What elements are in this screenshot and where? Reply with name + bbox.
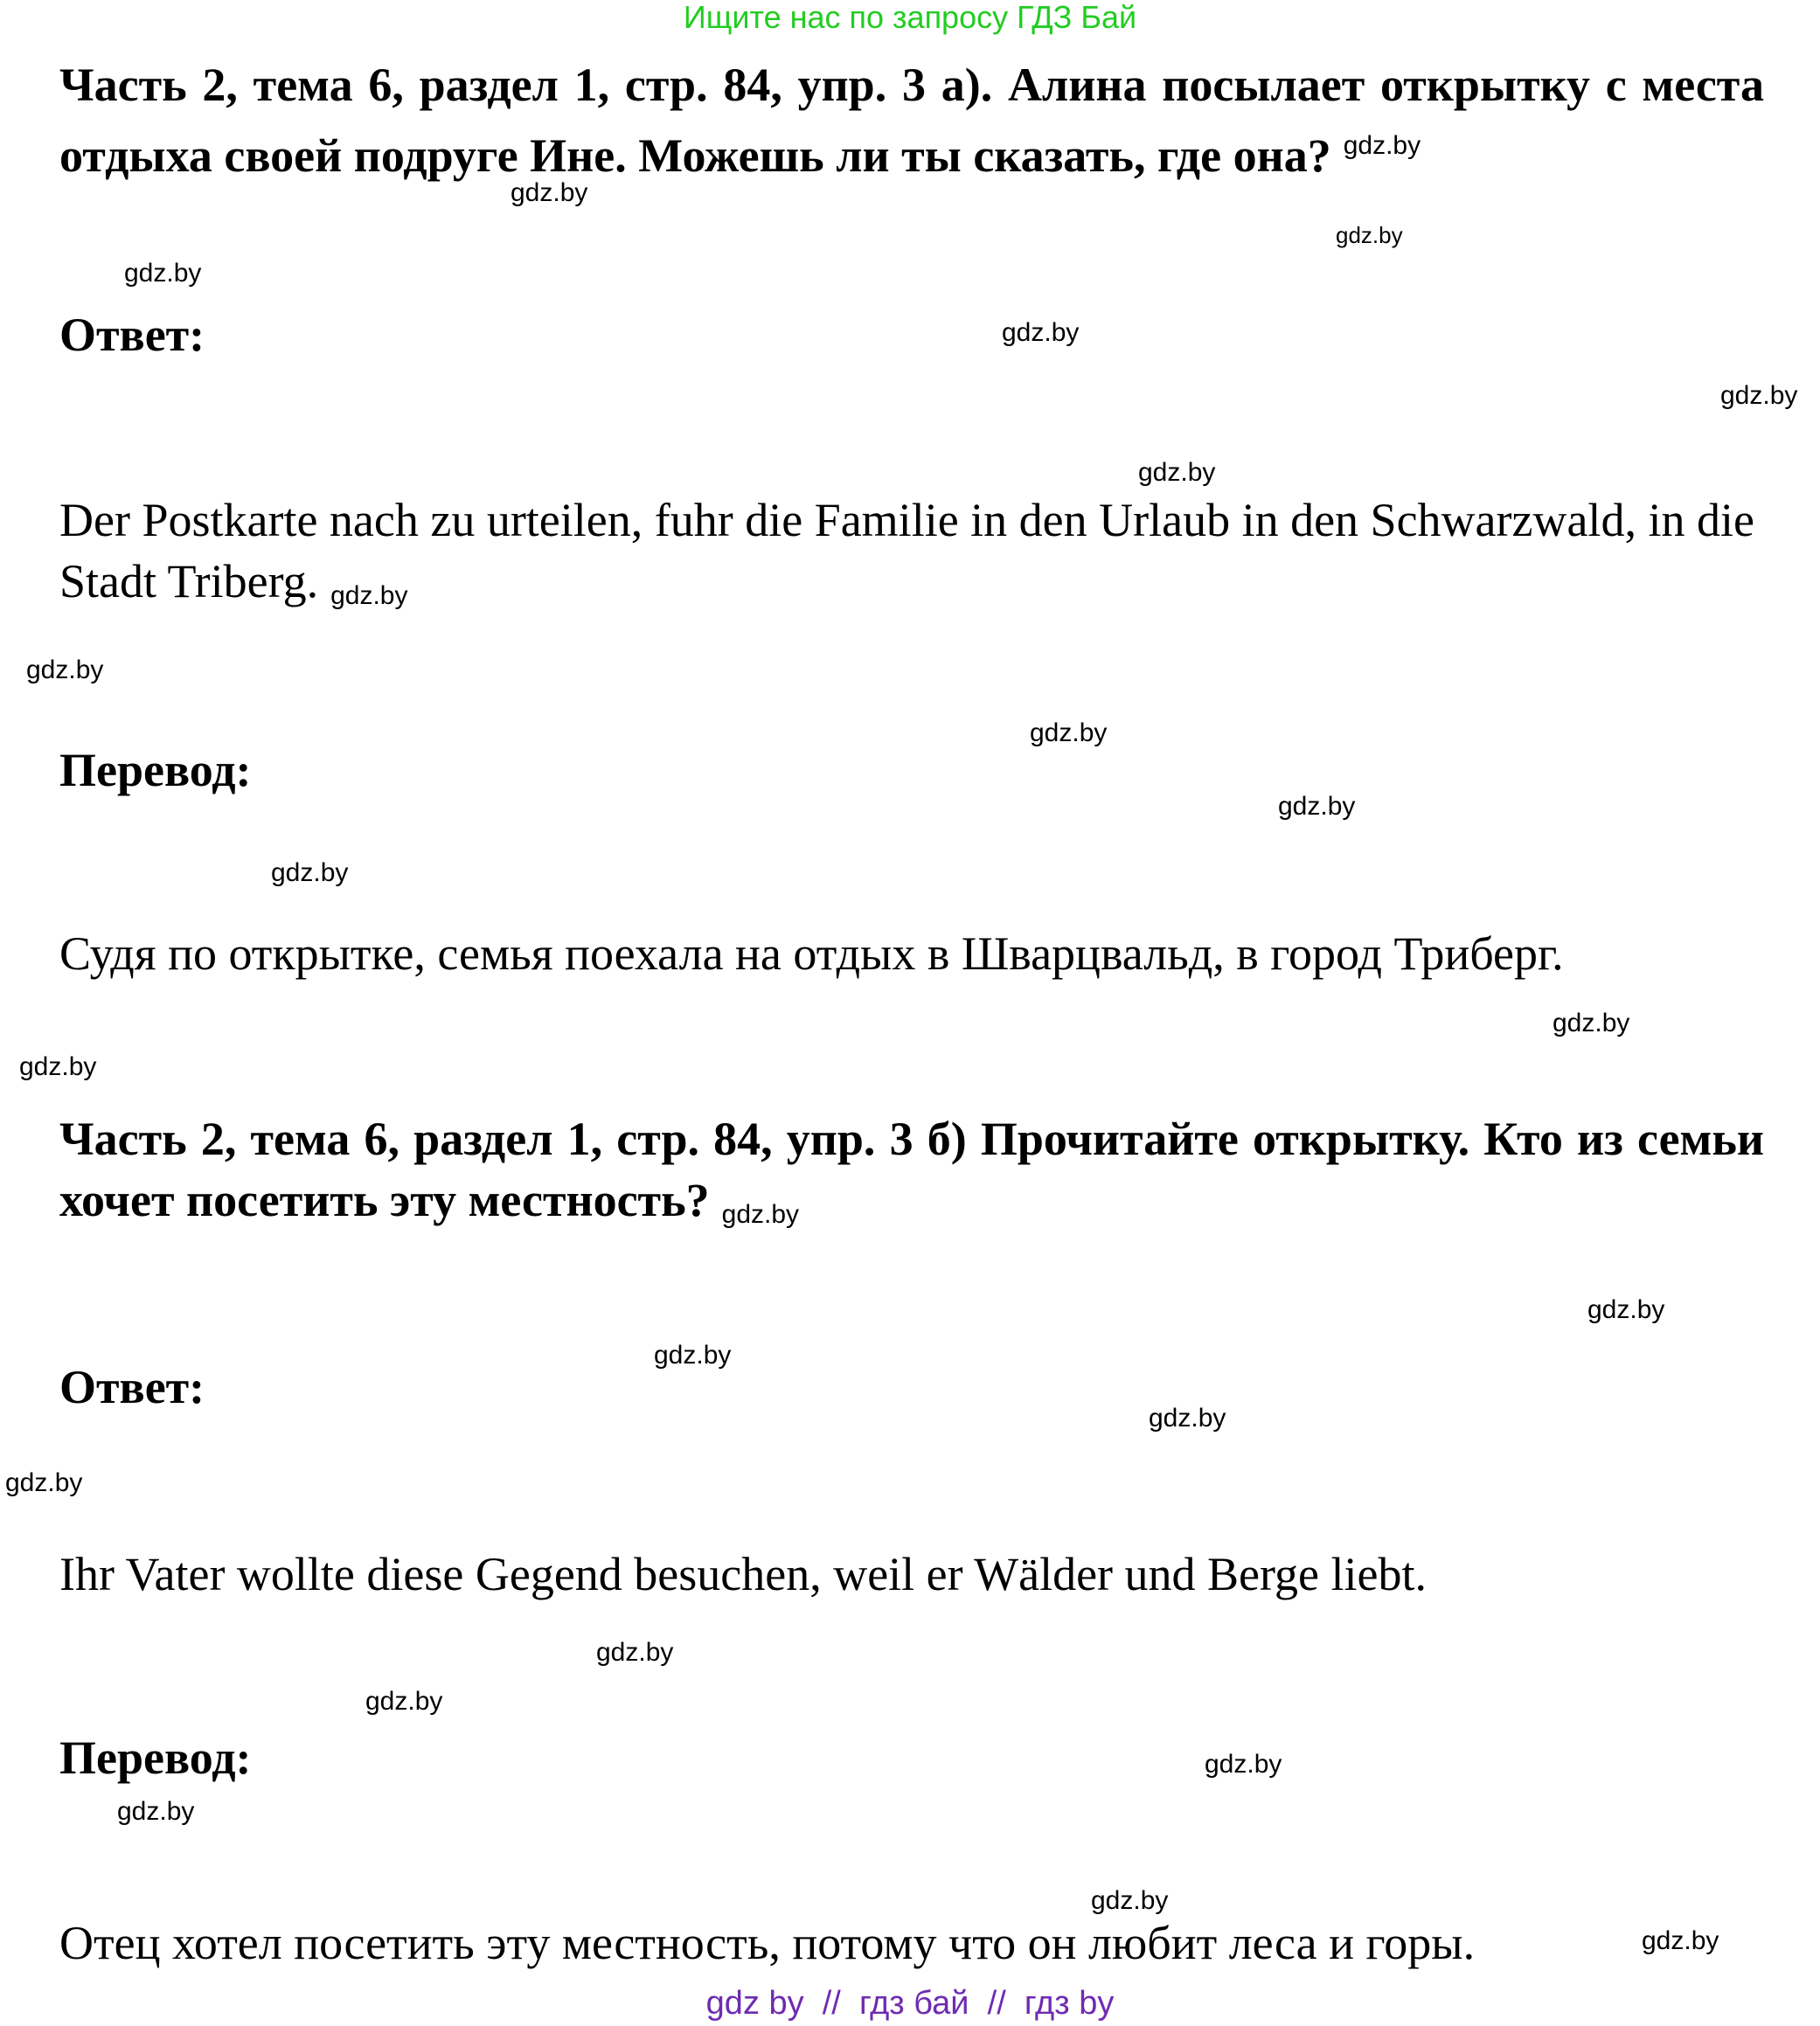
watermark: gdz.by	[1002, 318, 1080, 347]
task-b-answer-text: Ihr Vater wollte diese Gegend besuchen, weil er Wälder und Berge liebt.	[59, 1548, 1427, 1600]
watermark: gdz.by	[19, 1052, 97, 1081]
watermark: gdz.by	[1030, 718, 1108, 747]
watermark: gdz.by	[1336, 222, 1403, 248]
watermark: gdz.by	[1720, 381, 1798, 410]
task-a-translation-label: Перевод:	[59, 744, 252, 796]
watermark: gdz.by	[721, 1200, 800, 1229]
top-banner[interactable]: Ищите нас по запросу ГДЗ Бай	[683, 0, 1137, 35]
task-a-heading-text: Часть 2, тема 6, раздел 1, стр. 84, упр. 3 а). Алина посылает открытку с места отдыха своей подруге Ине. Можешь ли ты сказать, где она?	[59, 59, 1764, 182]
watermark: gdz.by	[1642, 1926, 1719, 1955]
task-a-translation-text: Судя по открытке, семья поехала на отдых в Шварцвальд, в город Триберг.	[59, 927, 1564, 980]
watermark: gdz.by	[330, 581, 408, 610]
watermark: gdz.by	[1138, 458, 1216, 487]
task-b-heading-text: Часть 2, тема 6, раздел 1, стр. 84, упр. 3 б) Прочитайте открытку. Кто из семьи хочет посетить эту местность?	[59, 1113, 1764, 1226]
task-b-translation-text: Отец хотел посетить эту местность, потому что он любит леса и горы.	[59, 1917, 1476, 1969]
watermark: gdz.by	[1149, 1404, 1226, 1433]
watermark: gdz.by	[26, 656, 104, 684]
watermark: gdz.by	[124, 259, 202, 288]
watermark: gdz.by	[5, 1468, 83, 1497]
watermark: gdz.by	[1343, 131, 1421, 160]
task-a-answer-text	[59, 489, 1790, 627]
watermark: gdz.by	[117, 1797, 195, 1826]
watermark: gdz.by	[511, 178, 588, 207]
watermark: gdz.by	[1278, 792, 1356, 821]
watermark: gdz.by	[1553, 1009, 1630, 1037]
bottom-banner[interactable]: gdz by // гдз бай // гдз by	[705, 1985, 1115, 2022]
task-b-translation-label: Перевод:	[59, 1731, 252, 1784]
task-b-heading	[59, 1108, 1764, 1245]
watermark: gdz.by	[654, 1341, 732, 1370]
watermark: gdz.by	[596, 1638, 674, 1667]
watermark: gdz.by	[1205, 1750, 1282, 1779]
task-a-heading	[59, 54, 1764, 186]
task-a-answer-label: Ответ:	[59, 309, 205, 361]
watermark: gdz.by	[271, 858, 349, 887]
watermark: gdz.by	[1091, 1886, 1169, 1915]
task-b-answer-label: Ответ:	[59, 1361, 205, 1413]
task-a-answer-content: Der Postkarte nach zu urteilen, fuhr die Familie in den Urlaub in den Schwarzwald, in die Stadt Triberg.	[59, 494, 1754, 607]
watermark: gdz.by	[1587, 1295, 1665, 1324]
watermark: gdz.by	[365, 1687, 443, 1716]
